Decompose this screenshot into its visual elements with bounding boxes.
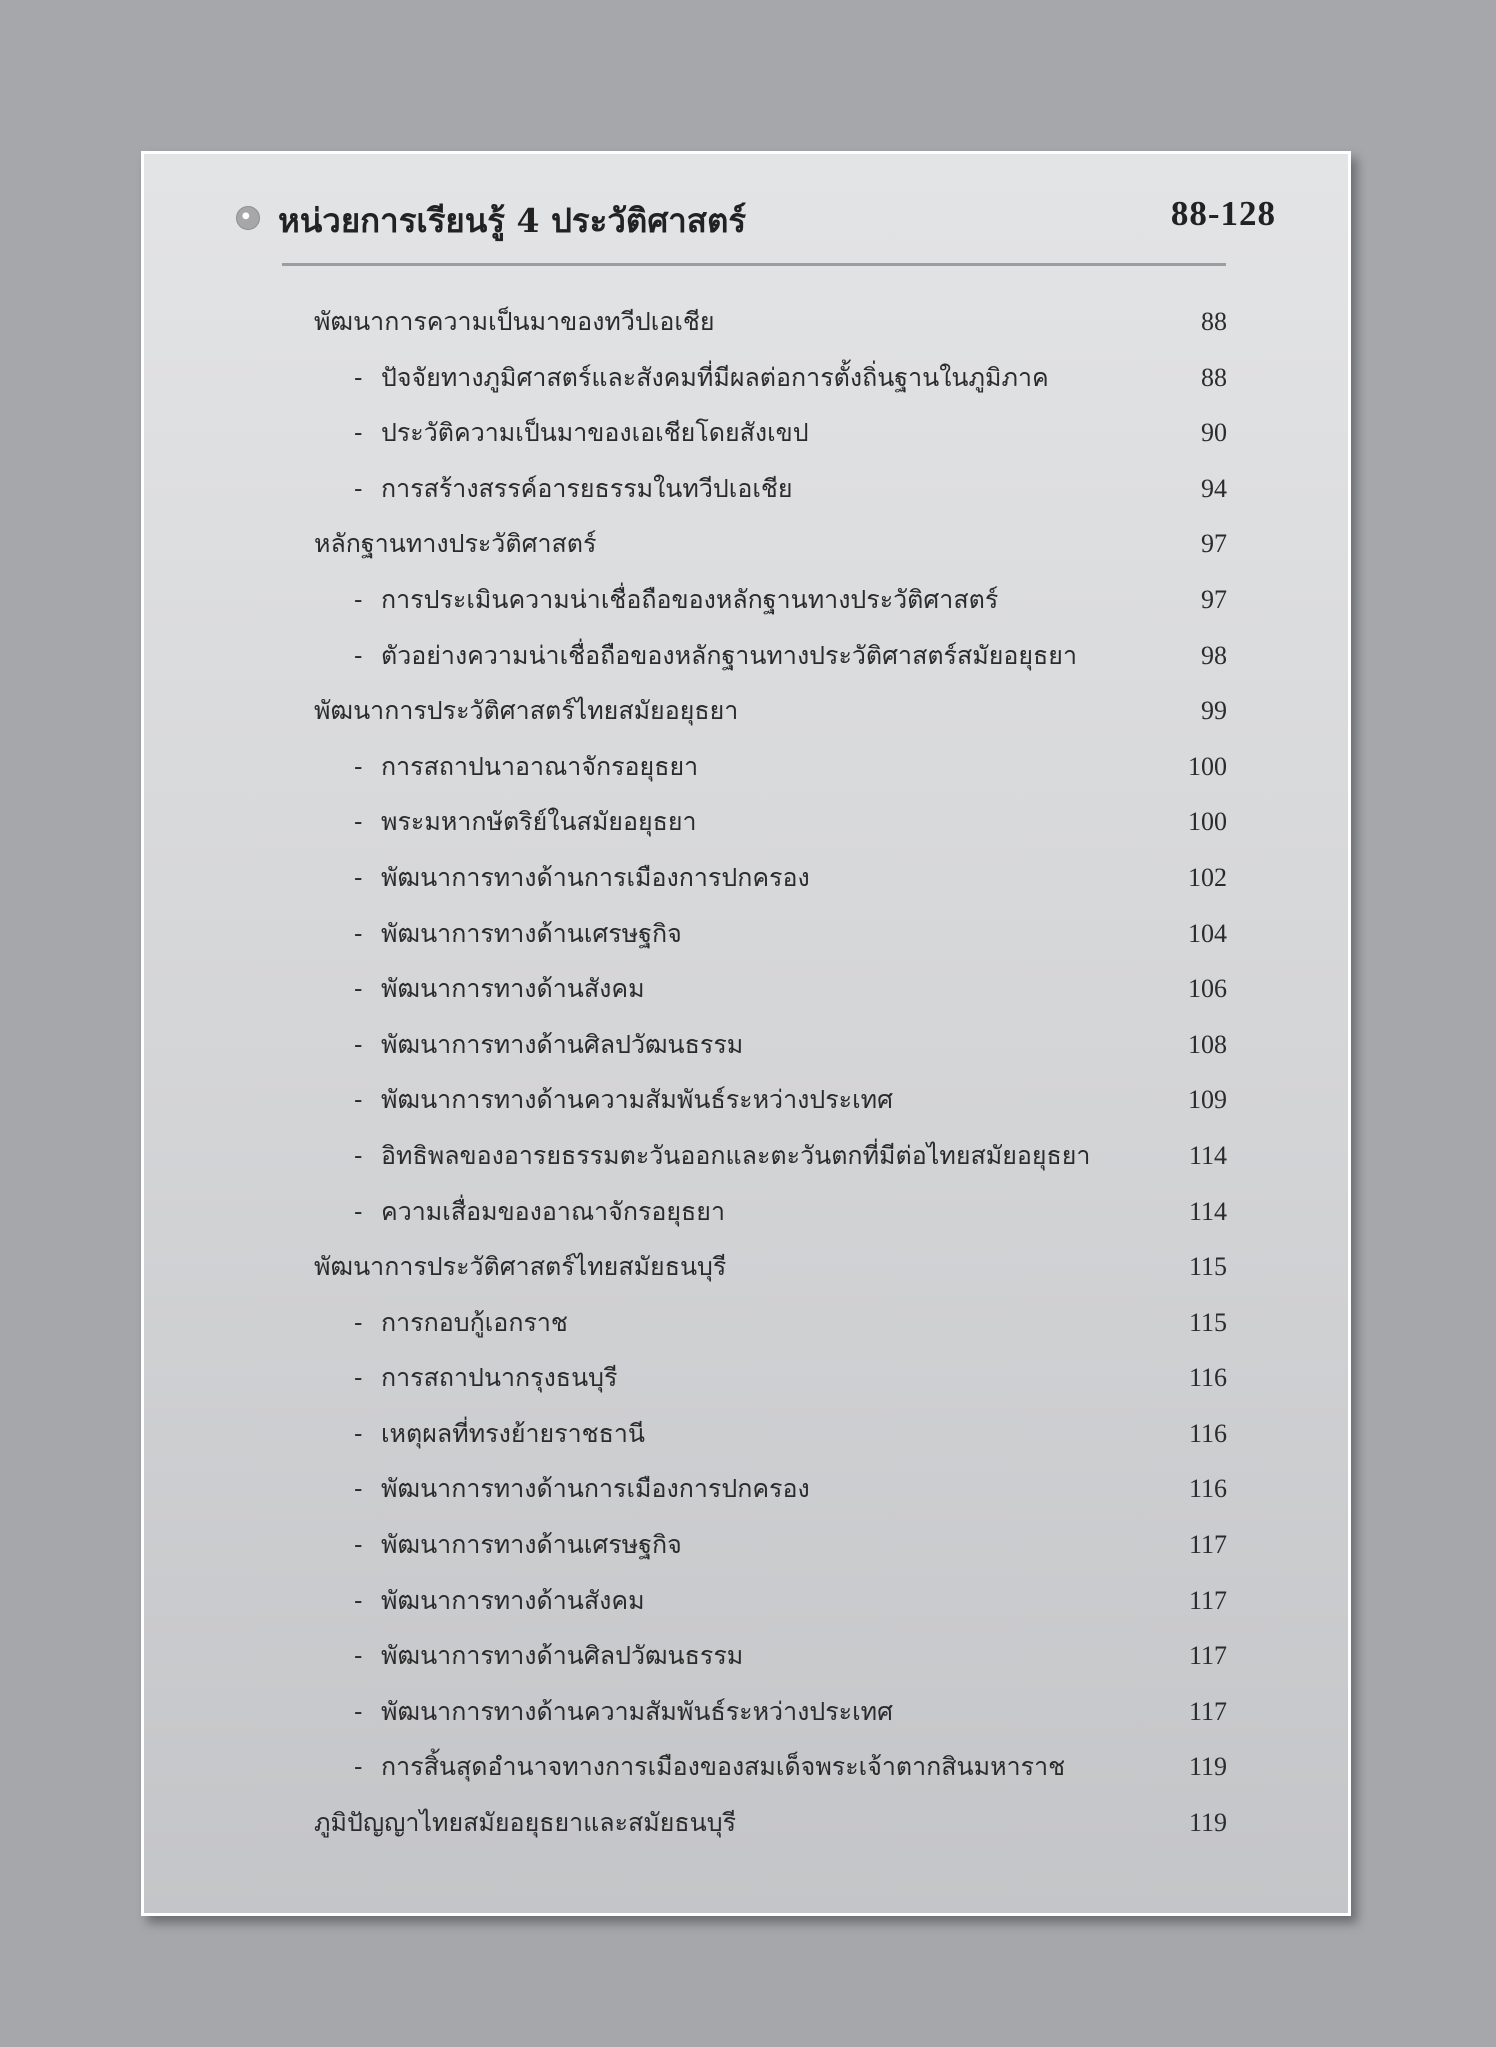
toc-subentry[interactable] [314,1017,1227,1073]
toc-subentry[interactable] [314,1739,1227,1795]
toc-page-number: 102 [1188,862,1227,892]
toc-subentry[interactable] [314,850,1227,906]
toc-subentry[interactable] [314,961,1227,1017]
toc-page-number: 119 [1188,1808,1227,1838]
toc-subentry[interactable] [314,906,1227,962]
toc-entry-label: พัฒนาการทางด้านความสัมพันธ์ระหว่างประเทศ [381,1085,893,1115]
toc-subentry[interactable] [314,794,1227,850]
toc-dash: - [354,640,363,670]
toc-subentry[interactable] [314,1628,1227,1684]
toc-page-number: 116 [1188,1474,1227,1504]
toc-dash: - [354,1085,363,1115]
toc-entry-label: พัฒนาการทางด้านสังคม [381,1585,645,1615]
toc-page-number: 115 [1188,1307,1227,1337]
toc-page-number: 90 [1201,418,1227,448]
toc-subentry[interactable] [314,1573,1227,1629]
toc-subentry[interactable] [314,1350,1227,1406]
toc-entry[interactable] [314,683,1227,739]
toc-page-number: 116 [1188,1363,1227,1393]
toc-entry-label: พัฒนาการทางด้านสังคม [381,974,645,1004]
toc-page-number: 117 [1188,1530,1227,1560]
toc-page-number: 88 [1201,362,1227,392]
toc-subentry[interactable] [314,1461,1227,1517]
toc-entry-label: การประเมินความน่าเชื่อถือของหลักฐานทางประวัติศาสตร์ [381,584,999,614]
toc-page-number: 116 [1188,1418,1227,1448]
toc-entry[interactable] [314,516,1227,572]
toc-subentry[interactable] [314,1128,1227,1184]
toc-entry[interactable] [314,294,1227,350]
toc-dash: - [354,807,363,837]
toc-subentry[interactable] [314,628,1227,684]
toc-dash: - [354,1418,363,1448]
toc-page-number: 117 [1188,1641,1227,1671]
toc-dash: - [354,473,363,503]
toc-dash: - [354,974,363,1004]
toc-entry-label: พัฒนาการความเป็นมาของทวีปเอเชีย [314,307,715,336]
toc-subentry[interactable] [314,1072,1227,1128]
toc-subentry[interactable] [314,350,1227,406]
toc-page-number: 104 [1188,918,1227,948]
toc-dash: - [354,1196,363,1226]
toc-subentry[interactable] [314,405,1227,461]
toc-dash: - [354,1530,363,1560]
toc-dash: - [354,362,363,392]
table-of-contents [314,294,1227,1851]
toc-entry-label: พัฒนาการประวัติศาสตร์ไทยสมัยอยุธยา [314,696,739,726]
toc-page-number: 94 [1201,473,1227,503]
toc-entry-label: พัฒนาการทางด้านการเมืองการปกครอง [381,862,810,892]
toc-entry-label: การกอบกู้เอกราช [381,1307,568,1337]
toc-card [141,151,1351,1916]
toc-entry-label: พัฒนาการทางด้านการเมืองการปกครอง [381,1474,810,1504]
toc-subentry[interactable] [314,572,1227,628]
toc-dash: - [354,1474,363,1504]
header-divider [282,263,1226,266]
toc-entry-label: พัฒนาการทางด้านเศรษฐกิจ [381,918,682,948]
toc-entry-label: การสร้างสรรค์อารยธรรมในทวีปเอเชีย [381,473,793,503]
toc-page-number: 117 [1188,1696,1227,1726]
toc-dash: - [354,1641,363,1671]
toc-subentry[interactable] [314,1517,1227,1573]
toc-entry[interactable] [314,1239,1227,1295]
toc-entry-label: การสิ้นสุดอำนาจทางการเมืองของสมเด็จพระเจ้าตากสินมหาราช [381,1752,1066,1782]
toc-dash: - [354,584,363,614]
toc-page-number: 119 [1188,1752,1227,1782]
toc-entry-label: พัฒนาการทางด้านเศรษฐกิจ [381,1530,682,1560]
toc-subentry[interactable] [314,1406,1227,1462]
toc-entry-label: พัฒนาการทางด้านศิลปวัฒนธรรม [381,1029,744,1059]
toc-page-number: 97 [1201,584,1227,614]
toc-page-number: 100 [1188,751,1227,781]
toc-page-number: 106 [1188,974,1227,1004]
toc-entry-label: ปัจจัยทางภูมิศาสตร์และสังคมที่มีผลต่อการตั้งถิ่นฐานในภูมิภาค [381,362,1049,392]
toc-dash: - [354,751,363,781]
toc-dash: - [354,1696,363,1726]
toc-page-number: 100 [1188,807,1227,837]
unit-page-range: 88-128 [1170,194,1276,233]
toc-dash: - [354,1585,363,1615]
toc-subentry[interactable] [314,461,1227,517]
toc-subentry[interactable] [314,1184,1227,1240]
toc-dash: - [354,1029,363,1059]
toc-entry-label: หลักฐานทางประวัติศาสตร์ [314,529,597,559]
toc-entry-label: การสถาปนากรุงธนบุรี [381,1363,618,1393]
toc-entry-label: อิทธิพลของอารยธรรมตะวันออกและตะวันตกที่มีต่อไทยสมัยอยุธยา [381,1140,1091,1170]
toc-page-number: 108 [1188,1029,1227,1059]
toc-subentry[interactable] [314,1684,1227,1740]
toc-dash: - [354,1363,363,1393]
toc-dash: - [354,1140,363,1170]
toc-dash: - [354,918,363,948]
unit-title: หน่วยการเรียนรู้ 4 ประวัติศาสตร์ [278,201,747,240]
toc-page-number: 115 [1188,1252,1227,1282]
toc-subentry[interactable] [314,1295,1227,1351]
toc-dash: - [354,418,363,448]
toc-page-number: 114 [1188,1140,1227,1170]
toc-dash: - [354,1307,363,1337]
bullet-circle-icon [236,206,260,230]
unit-header [236,188,1276,248]
toc-entry-label: พัฒนาการทางด้านศิลปวัฒนธรรม [381,1641,744,1671]
toc-page-number: 117 [1188,1585,1227,1615]
toc-entry-label: เหตุผลที่ทรงย้ายราชธานี [381,1418,645,1448]
toc-entry-label: ประวัติความเป็นมาของเอเชียโดยสังเขป [381,418,809,448]
toc-entry-label: ความเสื่อมของอาณาจักรอยุธยา [381,1196,725,1226]
toc-page-number: 97 [1201,529,1227,559]
toc-page-number: 99 [1201,696,1227,726]
toc-entry-label: พระมหากษัตริย์ในสมัยอยุธยา [381,807,697,837]
toc-entry-label: พัฒนาการทางด้านความสัมพันธ์ระหว่างประเทศ [381,1696,893,1726]
toc-page-number: 98 [1201,640,1227,670]
toc-dash: - [354,1752,363,1782]
toc-dash: - [354,862,363,892]
toc-subentry[interactable] [314,739,1227,795]
toc-page-number: 109 [1188,1085,1227,1115]
toc-entry-label: ภูมิปัญญาไทยสมัยอยุธยาและสมัยธนบุรี [314,1808,737,1838]
toc-entry[interactable] [314,1795,1227,1851]
toc-page-number: 114 [1188,1196,1227,1226]
toc-page-number: 88 [1201,307,1227,336]
toc-entry-label: ตัวอย่างความน่าเชื่อถือของหลักฐานทางประวัติศาสตร์สมัยอยุธยา [381,640,1077,670]
toc-entry-label: พัฒนาการประวัติศาสตร์ไทยสมัยธนบุรี [314,1252,727,1282]
toc-entry-label: การสถาปนาอาณาจักรอยุธยา [381,751,699,781]
